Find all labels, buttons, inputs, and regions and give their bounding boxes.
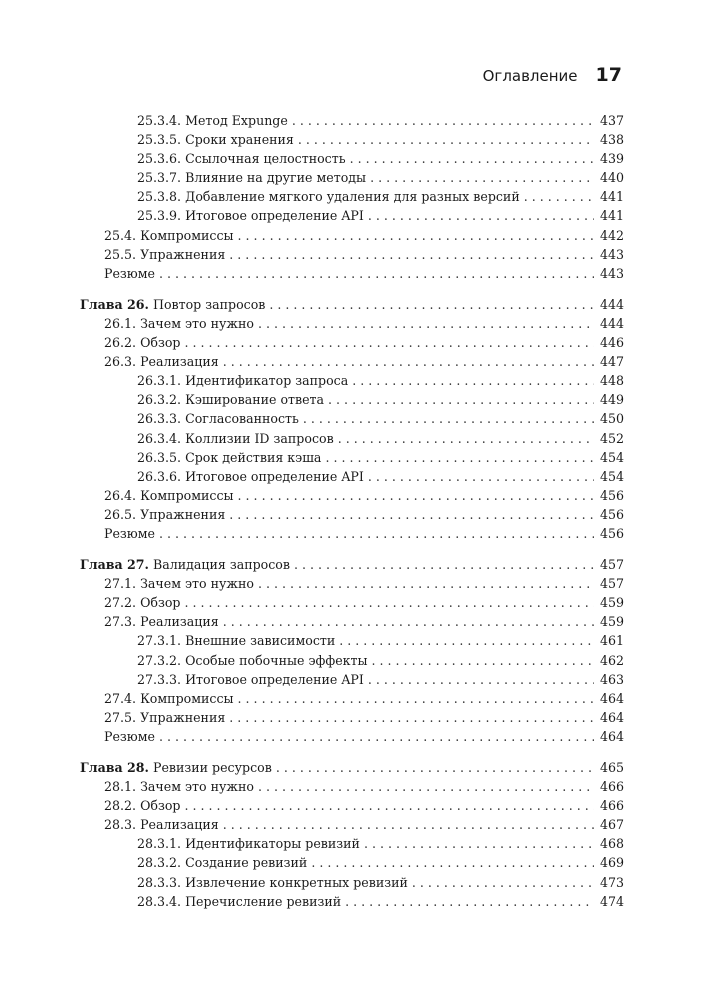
toc-entry-title: Реализация [140,817,219,833]
dot-leader [258,316,594,331]
toc-entry-number: 26.1. [104,315,137,331]
toc-entry-title: Итоговое определение API [185,208,364,224]
dot-leader [229,507,594,522]
toc-entry[interactable] [80,836,624,855]
toc-entry-number: 25.3.4. [137,113,182,128]
toc-entry-page: 446 [599,335,624,351]
toc-entry-page: 443 [599,246,624,262]
dot-leader [368,208,594,223]
toc-entry-label [137,672,364,687]
toc-entry-title: Срок действия кэша [185,449,322,465]
dot-leader [370,170,594,185]
dot-leader [372,653,594,668]
dot-leader [352,373,594,388]
toc-entry[interactable] [80,151,624,170]
toc-entry-label [104,266,155,281]
toc-entry[interactable] [80,431,624,450]
toc-entry-label [137,450,321,465]
dot-leader [292,113,594,128]
toc-chapter-entry[interactable] [80,760,624,779]
toc-entry-title: Итоговое определение API [185,468,364,484]
toc-entry-title: Внешние зависимости [185,633,336,649]
toc-entry-label [137,875,408,890]
toc-entry-page: 457 [599,576,624,592]
toc-entry-label [104,488,234,503]
toc-entry[interactable] [80,247,624,266]
toc-entry[interactable] [80,576,624,595]
toc-entry-label [137,653,368,668]
toc-entry-page: 473 [599,874,624,890]
dot-leader [311,855,594,870]
dot-leader [184,335,594,350]
dot-leader [258,576,594,591]
dot-leader [159,526,594,541]
toc-entry-label [104,779,254,794]
toc-entry-number: 28.3.2. [137,855,182,871]
dot-leader [159,729,594,744]
toc-entry-page: 464 [599,709,624,725]
toc-entry-label [104,817,219,832]
toc-entry-label [137,189,520,204]
toc-entry-number: 28.3. [104,817,137,833]
toc-entry-title: Упражнения [140,246,226,262]
toc-entry-label [137,392,324,407]
toc-entry[interactable] [80,316,624,335]
toc-entry[interactable] [80,507,624,526]
toc-entry-title: Упражнения [140,709,226,725]
toc-entry-label [137,633,335,648]
toc-entry-page: 439 [599,151,624,167]
toc-entry-title: Особые побочные эффекты [185,652,368,668]
toc-entry-label [137,151,346,166]
toc-entry-title: Реализация [140,614,219,630]
toc-entry-page: 444 [599,296,624,312]
toc-entry-label [104,595,180,610]
toc-entry-page: 443 [599,265,624,281]
toc-entry-page: 452 [599,430,624,446]
toc-entry-page: 444 [599,315,624,331]
toc-entry-number: 28.3.1. [137,836,182,852]
toc-entry-number: 27.1. [104,576,137,592]
toc-entry-page: 456 [599,506,624,522]
toc-entry-title: Добавление мягкого удаления для разных версий [185,189,520,205]
toc-entry-page: 469 [599,855,624,871]
toc-entry[interactable] [80,614,624,633]
toc-entry-number: 27.3.3. [137,671,182,687]
chapter-gap [80,545,624,557]
toc-entry-number: 26.4. [104,487,137,503]
toc-entry[interactable] [80,411,624,430]
toc-entry[interactable] [80,798,624,817]
toc-entry-label [104,335,180,350]
toc-entry-label [80,557,290,572]
toc-entry-page: 463 [599,671,624,687]
dot-leader [223,817,594,832]
toc-entry[interactable] [80,817,624,836]
toc-entry-number: 27.4. [104,690,137,706]
toc-entry-page: 456 [599,525,624,541]
toc-entry[interactable] [80,875,624,894]
toc-entry-page: 441 [599,208,624,224]
toc-entry-title: Идентификаторы ревизий [185,836,360,852]
toc-entry-number: 25.4. [104,227,137,243]
toc-entry[interactable] [80,894,624,913]
toc-entry-label [137,431,334,446]
toc-entry-label [104,614,219,629]
toc-entry-label [137,113,288,128]
toc-entry-page: 474 [599,893,624,909]
dot-leader [303,411,594,426]
toc-entry-label [104,247,225,262]
dot-leader [339,633,594,648]
toc-entry-title: Итоговое определение API [185,671,364,687]
toc-entry[interactable] [80,710,624,729]
chapter-gap [80,748,624,760]
toc-entry-title: Влияние на другие методы [185,170,367,186]
dot-leader [524,189,594,204]
dot-leader [229,247,594,262]
toc-entry-label [137,469,364,484]
toc-entry-page: 457 [599,557,624,573]
toc-entry-number: Глава 27. [80,557,149,573]
toc-entry[interactable] [80,335,624,354]
dot-leader [368,672,594,687]
toc-entry-title: Ревизии ресурсов [152,760,272,775]
dot-leader [345,894,594,909]
toc-entry-page: 459 [599,614,624,630]
dot-leader [184,798,594,813]
toc-entry-label [104,729,155,744]
toc-entry[interactable] [80,132,624,151]
toc-entry-number: 27.3.2. [137,652,182,668]
toc-entry-label [137,836,360,851]
toc-entry[interactable] [80,354,624,373]
dot-leader [258,779,594,794]
toc-entry-number: 28.3.4. [137,893,182,909]
toc-entry[interactable] [80,653,624,672]
dot-leader [238,691,594,706]
toc-entry-page: 468 [599,836,624,852]
dot-leader [184,595,594,610]
toc-entry[interactable] [80,113,624,132]
toc-entry-number: Глава 26. [80,296,149,312]
dot-leader [159,266,594,281]
toc-entry-title: Реализация [140,354,219,370]
toc-entry-label [80,760,272,775]
toc-entry-page: 438 [599,132,624,148]
toc-entry[interactable] [80,729,624,748]
toc-entry-page: 461 [599,633,624,649]
toc-entry-title: Компромиссы [140,227,234,243]
toc-entry-number: 26.3.3. [137,411,182,427]
dot-leader [238,488,594,503]
toc-entry[interactable] [80,672,624,691]
toc-entry-label [137,855,307,870]
toc-entry-number: 26.3.2. [137,392,182,408]
toc-entry-title: Метод Expunge [185,113,288,128]
toc-entry-page: 456 [599,487,624,503]
toc-entry-number: 25.3.7. [137,170,182,186]
toc-entry[interactable] [80,488,624,507]
toc-entry[interactable] [80,450,624,469]
dot-leader [328,392,594,407]
toc-entry-number: 26.3.1. [137,373,182,389]
toc-entry-page: 465 [599,760,624,775]
toc-entry-number: 25.3.9. [137,208,182,224]
toc-entry-number: 25.3.8. [137,189,182,205]
toc-entry-title: Перечисление ревизий [185,893,342,909]
toc-entry-label [104,316,254,331]
toc-entry-number: 25.3.6. [137,151,182,167]
toc-entry-title: Кэширование ответа [185,392,325,408]
toc-entry-number: 25.3.5. [137,132,182,148]
toc-entry-title: Ссылочная целостность [185,151,346,167]
dot-leader [364,836,594,851]
toc-entry-label [104,691,234,706]
toc-entry-title: Обзор [140,798,181,814]
toc-entry-title: Сроки хранения [185,132,294,148]
dot-leader [276,760,594,775]
toc-entry-label [137,373,348,388]
toc-entry-page: 448 [599,373,624,389]
dot-leader [238,228,594,243]
toc-entry-title: Валидация запросов [152,557,290,573]
toc-entry-number: 26.3. [104,354,137,370]
dot-leader [298,132,594,147]
toc-chapter-entry[interactable] [80,557,624,576]
toc-entry-label [104,798,180,813]
dot-leader [325,450,594,465]
toc-entry-page: 466 [599,779,624,795]
toc-entry-label [137,132,294,147]
dot-leader [350,151,594,166]
toc-entry-number: 26.5. [104,506,137,522]
toc-entry[interactable] [80,392,624,411]
toc-entry-page: 462 [599,652,624,668]
toc-entry-page: 440 [599,170,624,186]
toc-entry-title: Повтор запросов [152,296,266,312]
toc-entry[interactable] [80,469,624,488]
toc-entry-page: 466 [599,798,624,814]
toc-entry-label [137,170,366,185]
toc-entry-page: 441 [599,189,624,205]
toc-entry[interactable] [80,266,624,285]
toc-entry-number: 27.5. [104,709,137,725]
toc-entry-number: 26.3.5. [137,449,182,465]
dot-leader [223,354,594,369]
dot-leader [294,557,594,572]
dot-leader [229,710,594,725]
toc-entry-title: Обзор [140,595,181,611]
toc-entry-number: 28.3.3. [137,874,182,890]
toc-entry-number: 28.1. [104,779,137,795]
toc-entry[interactable] [80,373,624,392]
toc-entry-title: Зачем это нужно [140,779,254,795]
toc-entry-number: 26.3.4. [137,430,182,446]
toc-entry-title: Извлечение конкретных ревизий [185,874,408,890]
toc-entry-label [104,354,219,369]
toc-entry-number: 27.2. [104,595,137,611]
toc-entry-title: Обзор [140,335,181,351]
toc-entry[interactable] [80,595,624,614]
toc-entry[interactable] [80,526,624,545]
toc-entry-page: 437 [599,113,624,128]
toc-entry-label [104,507,225,522]
toc-entry-page: 467 [599,817,624,833]
toc-entry-number: 27.3. [104,614,137,630]
toc-entry-title: Зачем это нужно [140,576,254,592]
toc-entry-number: Глава 28. [80,760,149,775]
toc-entry[interactable] [80,228,624,247]
toc-entry-title: Резюме [104,525,156,541]
toc-entry-label [80,297,265,312]
toc-entry-title: Коллизии ID запросов [185,430,334,446]
toc-entry[interactable] [80,779,624,798]
toc-entry-label [137,208,364,223]
dot-leader [412,875,594,890]
toc-entry-title: Компромиссы [140,690,234,706]
toc-entry-title: Резюме [104,728,156,744]
toc-entry-number: 26.3.6. [137,468,182,484]
table-of-contents [80,113,624,913]
toc-entry-label [104,710,225,725]
toc-entry-title: Создание ревизий [185,855,308,871]
dot-leader [368,469,594,484]
toc-entry-page: 459 [599,595,624,611]
toc-entry-page: 449 [599,392,624,408]
toc-entry-page: 454 [599,449,624,465]
dot-leader [269,297,594,312]
toc-chapter-entry[interactable] [80,297,624,316]
toc-entry-number: 25.5. [104,246,137,262]
toc-entry-label [137,411,299,426]
toc-entry-number: 28.2. [104,798,137,814]
toc-entry-page: 450 [599,411,624,427]
running-title: Оглавление [482,67,578,85]
page-header [80,64,622,86]
toc-entry-number: 27.3.1. [137,633,182,649]
toc-entry[interactable] [80,633,624,652]
toc-entry-page: 442 [599,227,624,243]
toc-entry-title: Компромиссы [140,487,234,503]
toc-entry-page: 447 [599,354,624,370]
toc-entry[interactable] [80,208,624,227]
toc-entry-title: Резюме [104,265,156,281]
toc-entry[interactable] [80,855,624,874]
toc-entry[interactable] [80,189,624,208]
toc-entry[interactable] [80,170,624,189]
toc-entry-label [104,526,155,541]
toc-entry-title: Идентификатор запроса [185,373,349,389]
toc-entry-label [137,894,341,909]
toc-entry-page: 464 [599,728,624,744]
dot-leader [223,614,594,629]
toc-entry-page: 454 [599,468,624,484]
toc-entry-label [104,576,254,591]
toc-entry-label [104,228,234,243]
toc-entry-number: 26.2. [104,335,137,351]
toc-entry-page: 464 [599,690,624,706]
toc-entry-title: Согласованность [185,411,299,427]
chapter-gap [80,285,624,297]
dot-leader [338,431,594,446]
toc-entry-title: Упражнения [140,506,226,522]
toc-entry-title: Зачем это нужно [140,315,254,331]
page-number: 17 [595,64,622,86]
toc-entry[interactable] [80,691,624,710]
